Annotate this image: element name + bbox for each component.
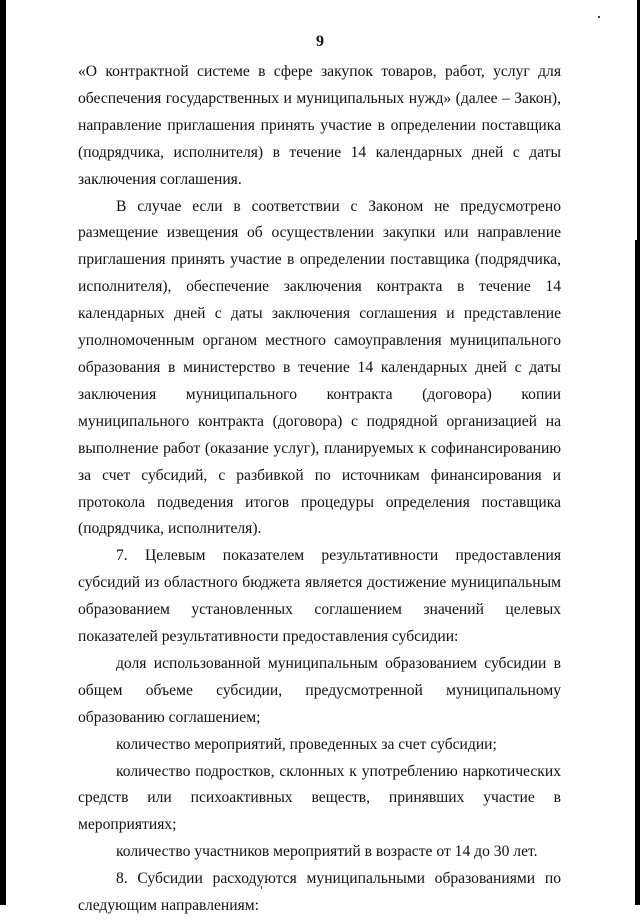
paragraph-indicator-share: доля использованной муниципальным образованием субсидии в общем объеме субсидии, предусмотренной муниципальному образованию соглашением; — [78, 654, 561, 726]
paragraph-law-reference: «О контрактной системе в сфере закупок товаров, работ, услуг для обеспечения государственных и муниципальных нужд» (далее – Закон), направление приглашения принять участие в определении поставщика (подрядчика, исполнителя) в течение 14 календарных дней с даты заключения соглашения. — [78, 63, 561, 188]
paragraph-indicator-events: количество мероприятий, проведенных за счет субсидии; — [116, 735, 497, 753]
scan-border-left — [0, 0, 6, 905]
paragraph-indicator-participants: количество участников мероприятий в возрасте от 14 до 30 лет. — [116, 843, 538, 861]
page-number: 9 — [316, 33, 324, 50]
paragraph-contract-case: В случае если в соответствии с Законом не предусмотрено размещение извещения об осуществлении закупки или направление приглашения принять участие в определении поставщика (подрядчика, исполнителя), обеспечение заключения контракта в течение 14 календарных дней с даты заключения соглашения и представление уполномоченным органом местного самоуправления муниципального образования в министерство в течение 14 календарных дней с даты заключения муниципального контракта (договора) копии муниципального контракта (договора) с подрядной организацией на выполнение работ (оказание услуг), планируемых к софинансированию за счет субсидий, с разбивкой по источникам финансирования и протокола подведения итогов процедуры определения поставщика (подрядчика, исполнителя). — [78, 197, 561, 538]
scan-border-right-lower — [635, 240, 640, 905]
paragraph-item-8: 8. Субсидии расходуются муниципальными образованиями по следующим направлениям: — [78, 870, 561, 915]
paragraph-indicator-teenagers: количество подростков, склонных к употреблению наркотических средств или психоактивных веществ, принявших участие в мероприятиях; — [78, 762, 561, 834]
paragraph-item-7: 7. Целевым показателем результативности предоставления субсидий из областного бюджета является достижение муниципальным образованием установленных соглашением значений целевых показателей результативности предоставления субсидии: — [78, 547, 561, 646]
scan-speck — [598, 16, 600, 18]
document-body — [78, 59, 561, 920]
